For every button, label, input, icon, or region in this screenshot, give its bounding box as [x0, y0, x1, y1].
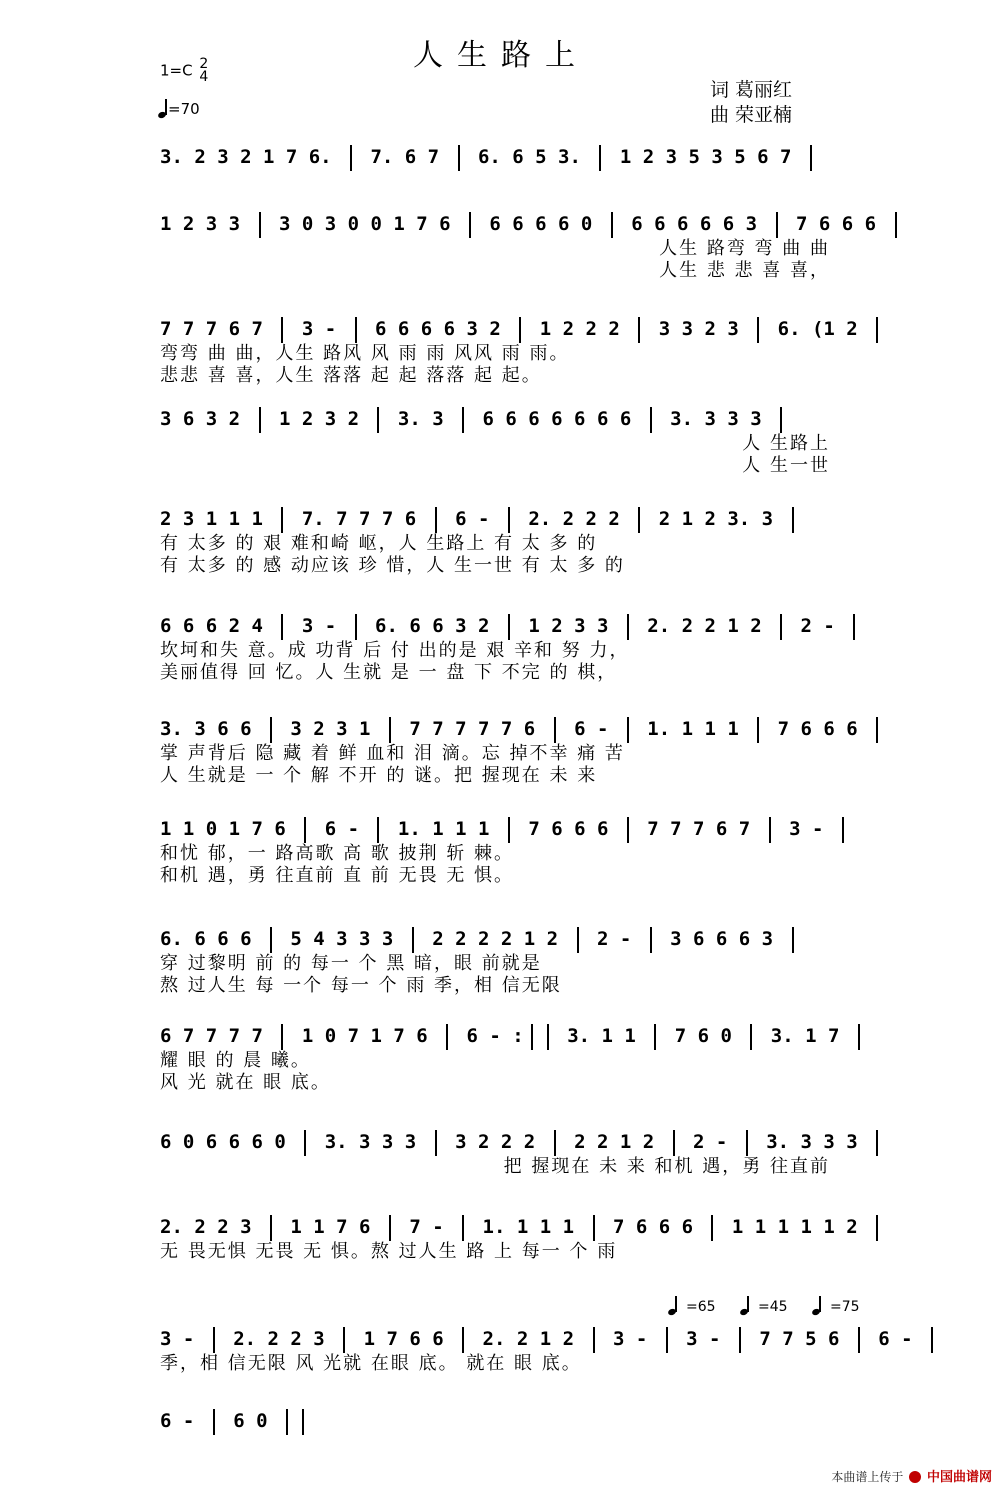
bar-line — [858, 1327, 860, 1353]
tempo-change: =45 — [740, 1299, 798, 1315]
score-system — [160, 505, 830, 577]
notation-line: 3 6 3 2 1 2 3 2 3. 3 6 6 6 6 6 6 6 3. 3 3 3 — [160, 405, 830, 433]
score-system — [160, 1213, 870, 1263]
bar-line — [627, 717, 629, 743]
bar-line — [270, 1215, 272, 1241]
bar-line — [931, 1327, 933, 1353]
notation-line: 1 2 3 3 3 0 3 0 0 1 7 6 6 6 6 6 0 6 6 6 6 6 3 7 6 6 6 — [160, 210, 830, 238]
bar-line — [508, 817, 510, 843]
site-logo-icon — [909, 1471, 921, 1483]
bar-line — [776, 212, 778, 238]
score-system — [160, 715, 870, 787]
lyric-line: 耀 眼 的 晨 曦。 — [160, 1050, 311, 1071]
bar-line — [302, 1409, 304, 1435]
time-denominator: 4 — [199, 69, 209, 85]
bar-line — [638, 507, 640, 533]
bar-line — [281, 507, 283, 533]
bar-line — [286, 1409, 288, 1435]
lyric-line: 悲悲 喜 喜，人生 落落 起 起 落落 起 起。 — [160, 365, 542, 386]
score-system — [160, 925, 830, 997]
bar-line — [739, 1327, 741, 1353]
bar-line — [458, 145, 460, 171]
lyricist: 词 葛丽红 — [710, 79, 793, 101]
bar-line — [627, 614, 629, 640]
lyric-line: 季，相 信无限 风 光就 在眼 底。 就在 眼 底。 — [160, 1353, 582, 1374]
bar-line — [650, 927, 652, 953]
lyric-line: 风 光 就在 眼 底。 — [160, 1072, 331, 1093]
bar-line — [593, 1215, 595, 1241]
bar-line — [750, 1024, 752, 1050]
lyric-line: 人生 悲 悲 喜 喜， — [659, 260, 830, 281]
bar-line — [792, 927, 794, 953]
score-system — [160, 1407, 830, 1435]
bar-line — [792, 507, 794, 533]
bar-line — [638, 317, 640, 343]
tempo-changes — [668, 1295, 880, 1315]
score-title: 人生路上 — [413, 38, 589, 73]
score-system — [160, 315, 870, 387]
notation-line: 1 1 0 1 7 6 6 - 1. 1 1 1 7 6 6 6 7 7 7 6 7 3 - — [160, 815, 830, 843]
quarter-note-icon — [668, 1295, 676, 1315]
bar-line — [270, 717, 272, 743]
score-system — [160, 210, 888, 282]
bar-line — [895, 212, 897, 238]
time-numerator: 2 — [199, 56, 209, 72]
bar-line — [508, 507, 510, 533]
lyric-line: 无 畏无惧 无畏 无 惧。熬 过人生 路 上 每一 个 雨 — [160, 1241, 618, 1262]
lyric-line: 弯弯 曲 曲，人生 路风 风 雨 雨 风风 雨 雨。 — [160, 343, 570, 364]
bar-line — [876, 1215, 878, 1241]
bar-line — [377, 407, 379, 433]
bar-line — [350, 145, 352, 171]
bar-line — [842, 817, 844, 843]
bar-line — [876, 1130, 878, 1156]
score-system — [160, 1022, 851, 1094]
lyric-line: 把 握现在 未 来 和机 遇，勇 往直前 — [503, 1156, 830, 1177]
lyric-line: 美丽值得 回 忆。人 生就 是 一 盘 下 不完 的 棋， — [160, 662, 618, 683]
bar-line — [654, 1024, 656, 1050]
bar-line — [627, 817, 629, 843]
bar-line — [611, 212, 613, 238]
notation-line: 3 - 2. 2 2 3 1 7 6 6 2. 2 1 2 3 - 3 - 7 7 5 6 6 - — [160, 1325, 830, 1353]
key-label: 1=C — [160, 61, 193, 80]
lyric-line: 和机 遇，勇 往直前 直 前 无畏 无 惧。 — [160, 865, 515, 886]
bar-line — [304, 817, 306, 843]
lyric-line: 人生 路弯 弯 曲 曲 — [659, 238, 830, 259]
lyric-line: 熬 过人生 每 一个 每一 个 雨 季，相 信无限 — [160, 975, 562, 996]
bar-line — [746, 1130, 748, 1156]
bar-line — [435, 1130, 437, 1156]
bar-line — [213, 1327, 215, 1353]
bar-line — [355, 614, 357, 640]
bar-line — [508, 614, 510, 640]
bar-line — [446, 1024, 448, 1050]
bar-line — [769, 817, 771, 843]
lyric-line: 坎坷和失 意。成 功背 后 付 出的是 艰 辛和 努 力， — [160, 640, 630, 661]
bar-line — [599, 145, 601, 171]
lyric-line: 人 生路上 — [742, 433, 830, 454]
bar-line — [780, 407, 782, 433]
lyric-line: 人 生就是 一 个 解 不开 的 谜。把 握现在 未 来 — [160, 765, 598, 786]
tempo-marking — [158, 98, 200, 118]
bar-line — [554, 1130, 556, 1156]
bar-line — [519, 317, 521, 343]
tempo-change: =75 — [812, 1299, 870, 1315]
bar-line — [389, 1215, 391, 1241]
bar-line — [858, 1024, 860, 1050]
quarter-note-icon — [740, 1295, 748, 1315]
notation-line: 2. 2 2 3 1 1 7 6 7 - 1. 1 1 1 7 6 6 6 1 1 1 1 1 2 — [160, 1213, 830, 1241]
bar-line — [281, 1024, 283, 1050]
bar-line — [673, 1130, 675, 1156]
notation-line: 7 7 7 6 7 3 - 6 6 6 6 3 2 1 2 2 2 3 3 2 3 6. (1 2 — [160, 315, 830, 343]
bar-line — [757, 717, 759, 743]
bar-line — [757, 317, 759, 343]
lyric-line: 穿 过黎明 前 的 每一 个 黑 暗，眼 前就是 — [160, 953, 542, 974]
lyric-line: 掌 声背后 隐 藏 着 鲜 血和 泪 滴。忘 掉不幸 痛 苦 — [160, 743, 625, 764]
bar-line — [412, 927, 414, 953]
lyric-line: 和忧 郁，一 路高歌 高 歌 披荆 斩 棘。 — [160, 843, 515, 864]
tempo-change: =65 — [668, 1299, 726, 1315]
score-system — [160, 815, 835, 887]
score-system — [160, 1325, 925, 1375]
tempo-value: =70 — [168, 100, 200, 118]
notation-line: 6. 6 6 6 5 4 3 3 3 2 2 2 2 1 2 2 - 3 6 6 6 3 — [160, 925, 830, 953]
bar-line — [259, 407, 261, 433]
bar-line — [377, 817, 379, 843]
bar-line — [876, 317, 878, 343]
score-system — [160, 1128, 870, 1178]
notation-line: 3. 2 3 2 1 7 6. 7. 6 7 6. 6 5 3. 1 2 3 5 3 5 6 7 — [160, 143, 830, 171]
bar-line — [343, 1327, 345, 1353]
bar-line — [469, 212, 471, 238]
bar-line — [462, 1215, 464, 1241]
bar-line — [666, 1327, 668, 1353]
bar-line — [593, 1327, 595, 1353]
quarter-note-icon — [812, 1295, 820, 1315]
time-signature — [199, 58, 208, 84]
bar-line — [876, 717, 878, 743]
notation-line: 6 7 7 7 7 1 0 7 1 7 6 6 - : 3. 1 1 7 6 0 3. 1 7 — [160, 1022, 830, 1050]
footer-brand: 中国曲谱网 — [926, 1470, 992, 1485]
key-signature — [160, 58, 208, 84]
score-system — [160, 405, 830, 477]
lyric-line: 人 生一世 — [742, 455, 830, 476]
lyric-line: 有 太多 的 感 动应该 珍 惜，人 生一世 有 太 多 的 — [160, 555, 625, 576]
credits — [710, 78, 792, 128]
composer: 曲 荣亚楠 — [710, 104, 793, 126]
bar-line — [270, 927, 272, 953]
bar-line — [389, 717, 391, 743]
bar-line — [810, 145, 812, 171]
notation-line: 6 - 6 0 — [160, 1407, 830, 1435]
bar-line — [462, 407, 464, 433]
notation-line: 6 6 6 2 4 3 - 6. 6 6 3 2 1 2 3 3 2. 2 2 1 2 2 - — [160, 612, 830, 640]
notation-line: 6 0 6 6 6 0 3. 3 3 3 3 2 2 2 2 2 1 2 2 - 3. 3 3 3 — [160, 1128, 830, 1156]
site-footer — [831, 1466, 992, 1485]
footer-prefix: 本曲谱上传于 — [831, 1470, 904, 1484]
notation-line: 2 3 1 1 1 7. 7 7 7 6 6 - 2. 2 2 2 2 1 2 3. 3 — [160, 505, 830, 533]
bar-line — [547, 1024, 549, 1050]
bar-line — [435, 507, 437, 533]
bar-line — [531, 1024, 533, 1050]
score-system — [160, 612, 847, 684]
lyric-line: 有 太多 的 艰 难和崎 岖，人 生路上 有 太 多 的 — [160, 533, 598, 554]
bar-line — [711, 1215, 713, 1241]
bar-line — [304, 1130, 306, 1156]
bar-line — [281, 614, 283, 640]
bar-line — [355, 317, 357, 343]
score-system — [160, 143, 830, 171]
bar-line — [853, 614, 855, 640]
bar-line — [213, 1409, 215, 1435]
quarter-note-icon — [158, 98, 166, 118]
bar-line — [554, 717, 556, 743]
notation-line: 3. 3 6 6 3 2 3 1 7 7 7 7 7 6 6 - 1. 1 1 1 7 6 6 6 — [160, 715, 830, 743]
bar-line — [780, 614, 782, 640]
bar-line — [577, 927, 579, 953]
bar-line — [650, 407, 652, 433]
bar-line — [281, 317, 283, 343]
bar-line — [259, 212, 261, 238]
bar-line — [462, 1327, 464, 1353]
